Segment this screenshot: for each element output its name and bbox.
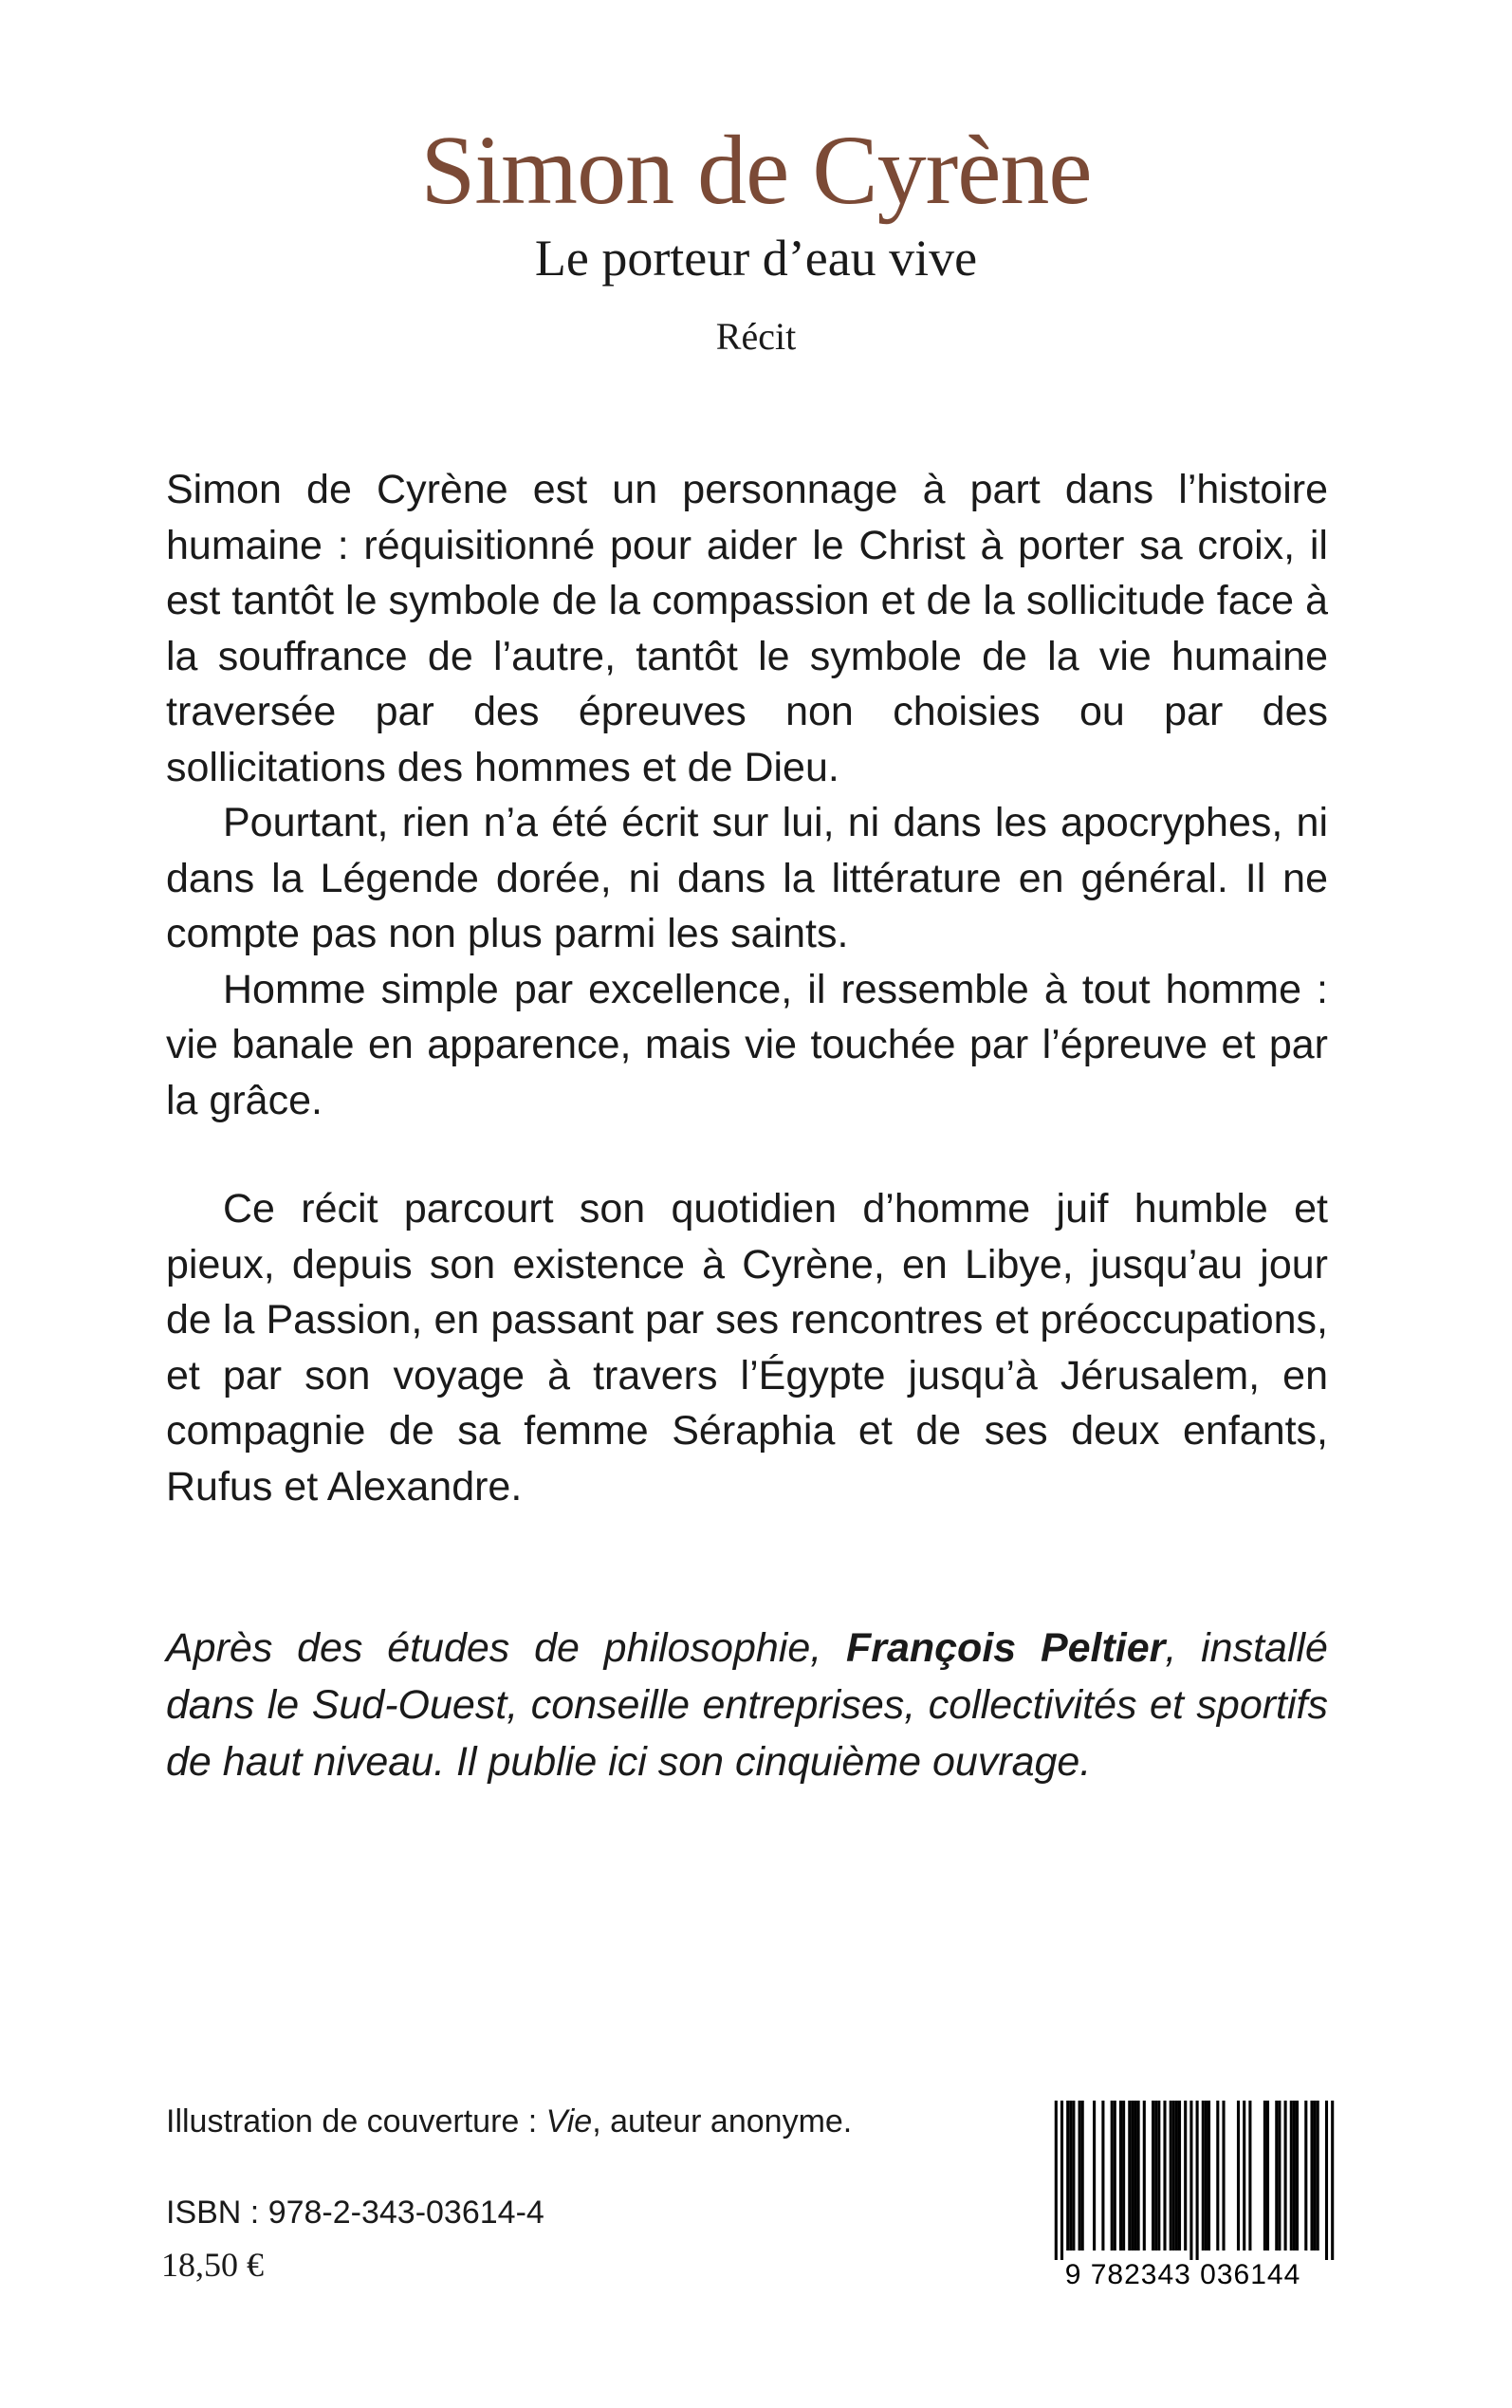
barcode-bar <box>1093 2101 1096 2251</box>
barcode-bar <box>1293 2101 1296 2251</box>
credit-suffix: , auteur anonyme. <box>592 2103 853 2139</box>
barcode-bar <box>1172 2101 1175 2251</box>
blurb-paragraph-1: Simon de Cyrène est un personnage à part dans l’histoire humaine : réquisitionné pour aider le Christ à porter sa croix, il est tantôt le symbole de la compassion et de la sollicitude face à la souffrance de l’autre, tantôt le symbole de la vie humaine traversée par des épreuves non choisies ou par des sollicitations des hommes et de Dieu. <box>166 467 1328 790</box>
barcode-bar <box>1208 2101 1210 2251</box>
blurb-paragraph-2: Pourtant, rien n’a été écrit sur lui, ni dans les apocryphes, ni dans la Légende dorée, ni dans la littérature en général. Il ne compte pas non plus parmi les saints. <box>166 800 1328 956</box>
barcode-bar <box>1202 2101 1205 2251</box>
barcode-bar <box>1134 2101 1136 2251</box>
barcode-bar <box>1175 2101 1178 2251</box>
blurb-paragraph-3: Homme simple par excellence, il ressemble à tout homme : vie banale en apparence, mais vie touchée par l’épreuve et par la grâce. <box>166 966 1328 1123</box>
barcode-bar <box>1131 2101 1134 2251</box>
barcode-bar <box>1278 2101 1281 2251</box>
barcode-bar <box>1101 2101 1104 2251</box>
barcode-bar <box>1114 2101 1116 2251</box>
barcode-bar <box>1081 2101 1084 2251</box>
book-subtitle: Le porteur d’eau vive <box>534 230 978 287</box>
barcode-bar <box>1111 2101 1114 2251</box>
author-bio-after: , installé dans le Sud-Ouest, conseille entreprises, collectivités et sportifs de haut niveau. Il publie ici son cinquième ouvrage. <box>166 1625 1328 1785</box>
barcode-bar <box>1284 2101 1287 2251</box>
barcode-bar <box>1157 2101 1160 2251</box>
barcode-bar <box>1122 2101 1125 2251</box>
blurb-section-1 <box>166 462 1328 1128</box>
barcode-bar <box>1163 2101 1166 2251</box>
barcode <box>1026 2099 1339 2292</box>
barcode-bar <box>1317 2101 1319 2251</box>
barcode-bar <box>1066 2101 1069 2251</box>
barcode-bar <box>1248 2101 1251 2251</box>
barcode-bar <box>1119 2101 1122 2251</box>
barcode-bar <box>1314 2101 1317 2251</box>
barcode-digits: 9 782343 036144 <box>1064 2259 1301 2290</box>
barcode-bar <box>1205 2101 1208 2251</box>
barcode-bar <box>1143 2101 1146 2251</box>
barcode-bar <box>1237 2101 1240 2251</box>
credit-title: Vie <box>545 2103 593 2139</box>
barcode-bar <box>1331 2101 1334 2260</box>
barcode-bar <box>1310 2101 1313 2251</box>
barcode-bar <box>1325 2101 1328 2260</box>
barcode-bar <box>1275 2101 1278 2251</box>
barcode-bar <box>1184 2101 1187 2251</box>
barcode-bar <box>1137 2101 1140 2251</box>
barcode-bar <box>1296 2101 1299 2251</box>
blurb-paragraph-4: Ce récit parcourt son quotidien d’homme juif humble et pieux, depuis son existence à Cyrène, en Libye, jusqu’au jour de la Passion, en passant par ses rencontres et préoccupations, et par son voyage à travers l’Égypte jusqu’à Jérusalem, en compagnie de sa femme Séraphia et de ses deux enfants, Rufus et Alexandre. <box>166 1186 1328 1510</box>
barcode-bar <box>1055 2101 1058 2260</box>
isbn-label: ISBN : 978-2-343-03614-4 <box>166 2195 544 2231</box>
barcode-bar <box>1154 2101 1157 2251</box>
credit-prefix: Illustration de couverture : <box>166 2103 546 2139</box>
barcode-bar <box>1152 2101 1154 2251</box>
price-label: 18,50 € <box>161 2246 264 2284</box>
barcode-bar <box>1290 2101 1293 2251</box>
barcode-bar <box>1266 2101 1269 2251</box>
barcode-bar <box>1079 2101 1081 2251</box>
barcode-bar <box>1128 2101 1131 2251</box>
barcode-bar <box>1263 2101 1266 2251</box>
barcode-bar <box>1178 2101 1181 2251</box>
book-genre: Récit <box>715 315 797 358</box>
barcode-bar <box>1072 2101 1075 2251</box>
blurb-section-2 <box>166 1181 1328 1514</box>
barcode-bar <box>1060 2101 1063 2260</box>
cover-illustration-credit <box>166 2101 852 2142</box>
barcode-bar <box>1069 2101 1072 2251</box>
barcode-bar <box>1196 2101 1199 2260</box>
barcode-bar <box>1189 2101 1192 2260</box>
barcode-bar <box>1243 2101 1245 2251</box>
barcode-bar <box>1304 2101 1307 2251</box>
book-title: Simon de Cyrène <box>420 116 1092 225</box>
author-name: François Peltier <box>845 1625 1166 1671</box>
barcode-bar <box>1216 2101 1219 2251</box>
barcode-bars <box>1026 2099 1339 2260</box>
author-bio <box>166 1620 1328 1790</box>
barcode-bar <box>1170 2101 1172 2251</box>
author-bio-before: Après des études de philosophie, <box>166 1625 846 1671</box>
barcode-bar <box>1222 2101 1225 2251</box>
